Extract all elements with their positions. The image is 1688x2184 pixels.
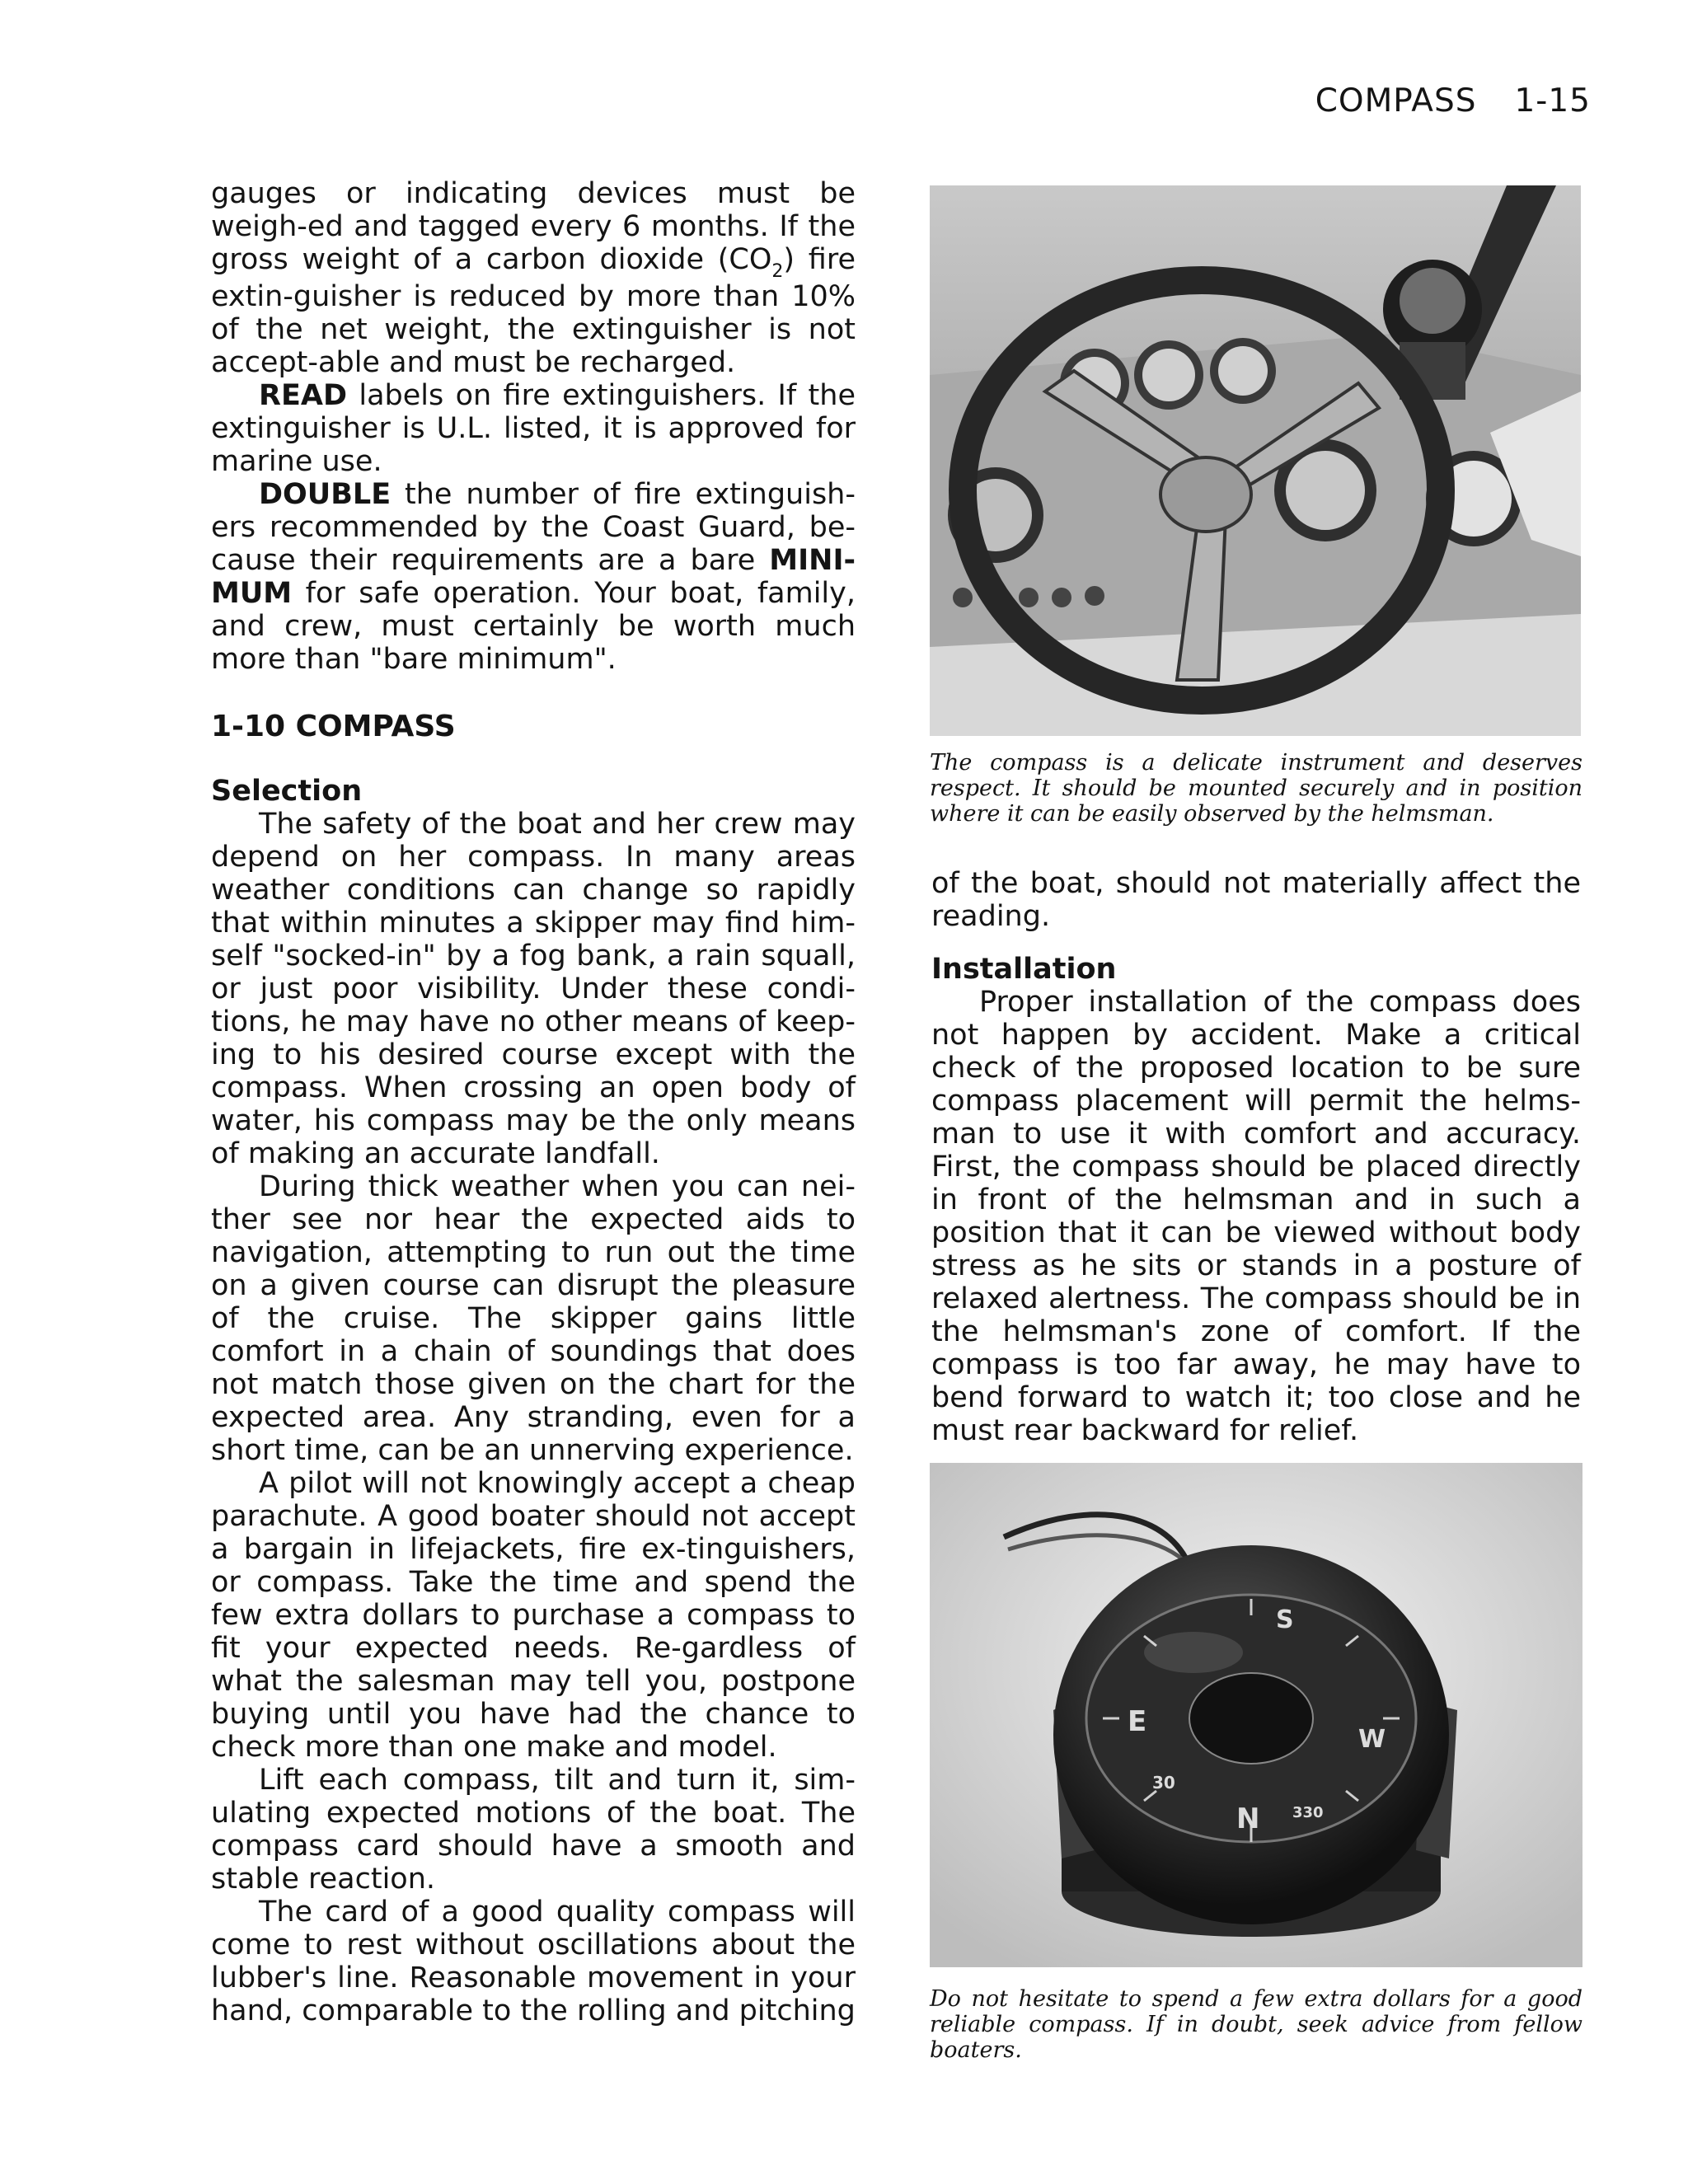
compass-deg330-label: 330 <box>1292 1804 1324 1821</box>
paragraph-installation: Proper installation of the compass does not happen by accident. Make a critical check of the proposed location to be sure compass placement will permit the helms-man to use it with comfort and accuracy. First, the compass should be placed directly in front of the helmsman and in such a position that it can be viewed without body stress as he sits or stands in a posture of relaxed alertness. The compass should be in the helmsman's zone of comfort. If the compass is too far away, he may have to bend forward to watch it; too close and he must rear backward for relief. <box>931 986 1581 1447</box>
compass-illustration <box>930 1463 1582 1967</box>
compass-south-label: S <box>1276 1605 1294 1634</box>
subheading-selection: Selection <box>211 775 363 808</box>
paragraph-lift-compass: Lift each compass, tilt and turn it, sim-ulating expected motions of the boat. The compass card should have a smooth and stable reaction. <box>211 1764 856 1896</box>
paragraph-thick-weather: During thick weather when you can nei-ther see nor hear the expected aids to navigation, attempting to run out the time on a given course can disrupt the pleasure of the cruise. The skipper gains little comfort in a chain of soundings that does not match those given on the chart for the expected area. Any stranding, even for a short time, can be an unnerving experience. <box>211 1170 856 1467</box>
paragraph-continued: of the boat, should not materially affect the reading. <box>931 867 1581 933</box>
caption-compass-advice: Do not hesitate to spend a few extra dollars for a good reliable compass. If in doubt, seek advice from fellow boaters. <box>930 1986 1582 2063</box>
photo-compass-closeup <box>930 1463 1582 1967</box>
section-heading: 1-10 COMPASS <box>211 710 456 743</box>
left-column <box>211 177 856 2027</box>
paragraph-parachute: A pilot will not knowingly accept a cheap parachute. A good boater should not accept a bargain in lifejackets, fire ex-tinguishers, or compass. Take the time and spend the few extra dollars to purchase a compass to fit your expected needs. Re-gardless of what the salesman may tell you, postpone buying until you have had the chance to check more than one make and model. <box>211 1467 856 1764</box>
page-number: 1-15 <box>1514 82 1591 120</box>
right-column <box>931 867 1581 1447</box>
paragraph-card-quality: The card of a good quality compass will come to rest without oscillations about the lubber's line. Reasonable movement in your hand, comparable to the rolling and pitching <box>211 1896 856 2027</box>
caption-steering-compass: The compass is a delicate instrument and deserves respect. It should be mounted securely and in position where it can be easily observed by the helmsman. <box>930 750 1582 827</box>
paragraph-double: DOUBLE the number of fire extinguish-ers recommended by the Coast Guard, be-cause their requirements are a bare MINI-MUM for safe operation. Your boat, family, and crew, must certainly be worth much more than "bare minimum". <box>211 478 856 676</box>
photo-steering-wheel-compass <box>930 185 1581 736</box>
compass-east-label: E <box>1128 1705 1147 1738</box>
subscript-2: 2 <box>771 261 784 282</box>
compass-west-label: W <box>1358 1725 1386 1754</box>
running-head <box>1315 82 1591 120</box>
compass-north-label: N <box>1236 1802 1260 1835</box>
subheading-installation: Installation <box>931 953 1117 986</box>
paragraph-extinguisher-weight: gauges or indicating devices must be weigh-ed and tagged every 6 months. If the gross weight of a carbon dioxide $(CO_2)$ fire extin-guisher is reduced by more than 10% of the net weight, the extinguisher is not accept-able and must be recharged. <box>211 177 856 379</box>
section-title: COMPASS <box>1315 82 1477 120</box>
steering-wheel-illustration <box>930 185 1581 736</box>
paragraph-safety: The safety of the boat and her crew may depend on her compass. In many areas weather conditions can change so rapidly that within minutes a skipper may find him-self "socked-in" by a fog bank, a rain squall, or just poor visibility. Under these condi-tions, he may have no other means of keep-ing to his desired course except with the compass. When crossing an open body of water, his compass may be the only means of making an accurate landfall. <box>211 808 856 1170</box>
paragraph-read-labels: READ labels on fire extinguishers. If the extinguisher is U.L. listed, it is approved for marine use. <box>211 379 856 478</box>
compass-deg30-label: 30 <box>1152 1773 1175 1793</box>
